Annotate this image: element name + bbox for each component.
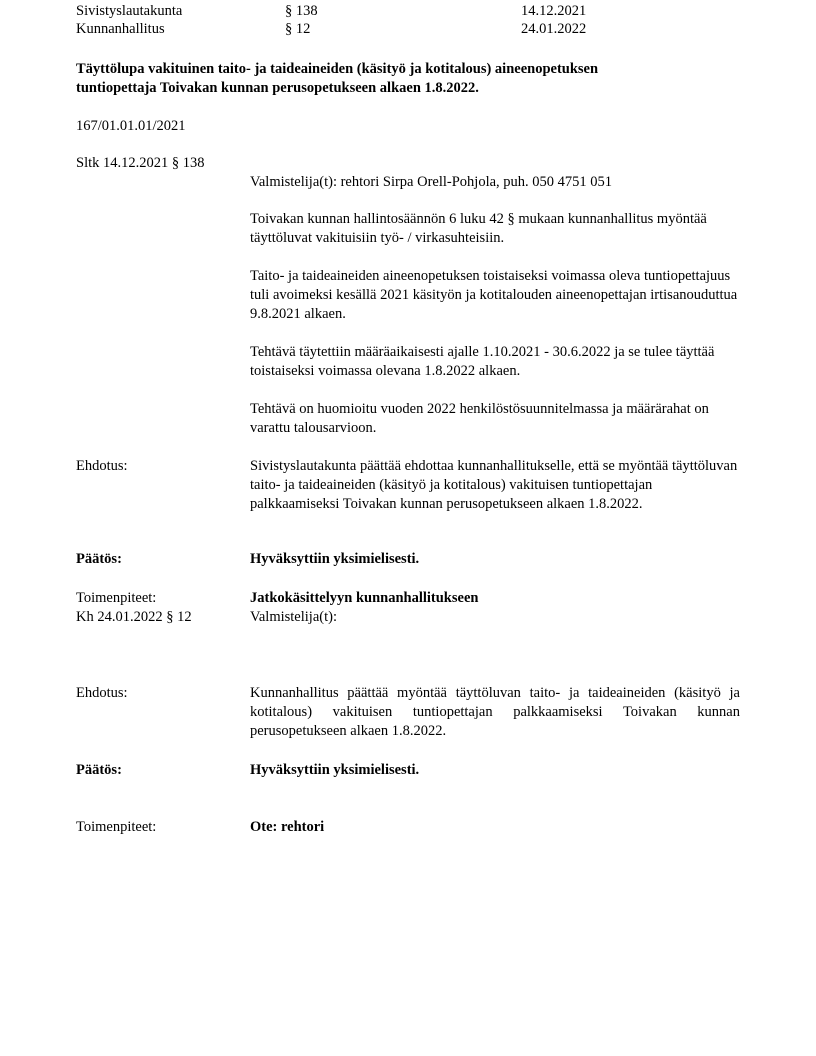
sltk-paragraph: Tehtävä on huomioitu vuoden 2022 henkilöstösuunnitelmassa ja määrärahat on varattu talousarvioon. xyxy=(250,401,709,436)
kh-proposal-text: Kunnanhallitus päättää myöntää täyttöluvan taito- ja taideaineiden (käsityö ja kotitalous) vakituisen tuntiopettajan palkkaamiseksi Toivakan kunnan perusopetukseen alkaen 1.8.2022. xyxy=(250,685,740,739)
sltk-paragraph: Taito- ja taideaineiden aineenopetuksen toistaiseksi voimassa oleva tuntiopettajuus tuli avoimeksi kesällä 2021 käsityön ja kotitalouden aineenopettajan irtisanouduttua 9.8.2021 alkaen. xyxy=(250,268,738,322)
kh-decision-text: Hyväksyttiin yksimielisesti. xyxy=(250,762,420,778)
sltk-actions-label: Toimenpiteet: xyxy=(76,590,157,606)
header-body: Sivistyslautakunta xyxy=(76,3,183,19)
sltk-preparer: Valmistelija(t): rehtori Sirpa Orell-Pohjola, puh. 050 4751 051 xyxy=(250,174,613,190)
sltk-ref: Sltk 14.12.2021 § 138 xyxy=(76,155,205,171)
header-section: § 138 xyxy=(285,3,318,19)
kh-actions-text: Ote: rehtori xyxy=(250,819,325,835)
kh-actions-label: Toimenpiteet: xyxy=(76,819,157,835)
sltk-proposal-label: Ehdotus: xyxy=(76,458,128,474)
header-section: § 12 xyxy=(285,21,311,37)
kh-decision-label: Päätös: xyxy=(76,762,122,778)
kh-ref: Kh 24.01.2022 § 12 xyxy=(76,609,192,625)
header-date: 24.01.2022 xyxy=(521,21,587,37)
kh-preparer: Valmistelija(t): xyxy=(250,609,337,625)
header-date: 14.12.2021 xyxy=(521,3,587,19)
document-title: Täyttölupa vakituinen taito- ja taideaineiden (käsityö ja kotitalous) aineenopetuksen tuntiopettaja Toivakan kunnan perusopetukseen alkaen 1.8.2022. xyxy=(76,61,599,96)
kh-proposal-label: Ehdotus: xyxy=(76,685,128,701)
sltk-decision-text: Hyväksyttiin yksimielisesti. xyxy=(250,551,420,567)
reference-number: 167/01.01.01/2021 xyxy=(76,118,186,134)
sltk-decision-label: Päätös: xyxy=(76,551,122,567)
sltk-proposal-text: Sivistyslautakunta päättää ehdottaa kunnanhallitukselle, että se myöntää täyttöluvan taito- ja taideaineiden (käsityö ja kotitalous) vakituisen tuntiopettajan palkkaamiseksi Toivakan kunnan perusopetukseen alkaen 1.8.2022. xyxy=(250,458,738,512)
sltk-paragraph: Tehtävä täytettiin määräaikaisesti ajalle 1.10.2021 - 30.6.2022 ja se tulee täyttää toistaiseksi voimassa olevana 1.8.2022 alkaen. xyxy=(250,344,715,379)
header-body: Kunnanhallitus xyxy=(76,21,165,37)
sltk-paragraph: Toivakan kunnan hallintosäännön 6 luku 42 § mukaan kunnanhallitus myöntää täyttöluvat vakituisiin työ- / virkasuhteisiin. xyxy=(250,211,707,246)
sltk-actions-text: Jatkokäsittelyyn kunnanhallitukseen xyxy=(250,590,479,606)
